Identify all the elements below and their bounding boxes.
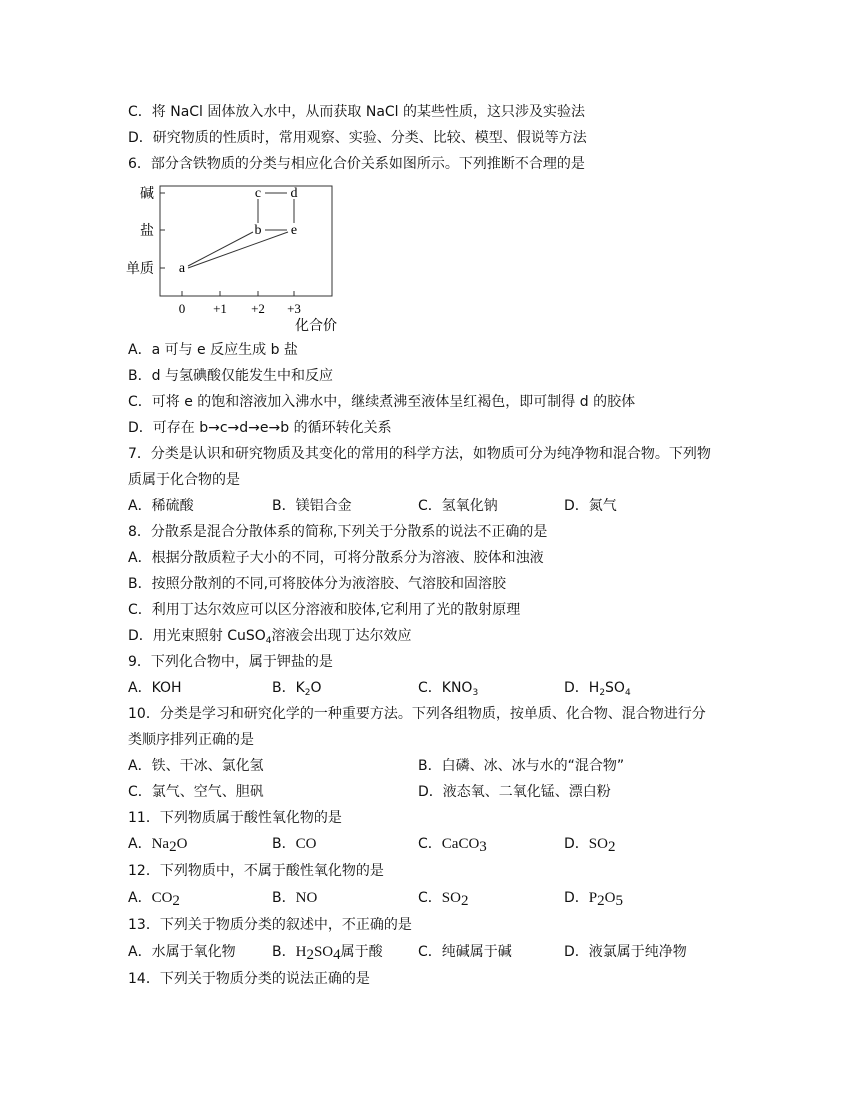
q9-option-d: D．$H_2SO_4$ [564, 680, 631, 698]
q6-option-a: A．a 可与 e 反应生成 b 盐 [128, 342, 298, 358]
q13-option-a: A．水属于氧化物 [128, 944, 236, 960]
q10-stem-line1: 10．分类是学习和研究化学的一种重要方法。下列各组物质，按单质、化合物、混合物进行分 [128, 706, 706, 722]
plot-frame [160, 186, 332, 296]
q9-option-c: C．$KNO_3$ [418, 680, 479, 698]
q13-stem: 13．下列关于物质分类的叙述中，不正确的是 [128, 917, 412, 933]
q12-option-b: B．NO [272, 890, 318, 906]
point-a: a [178, 261, 186, 276]
x-tick-label-2: +2 [251, 301, 265, 316]
line-a-b [188, 232, 253, 266]
point-d: d [290, 186, 298, 201]
q11-option-c: C．CaCO$_3$ [418, 836, 487, 855]
y-label-salt: 盐 [140, 224, 154, 239]
q8-option-c: C．利用丁达尔效应可以区分溶液和胶体,它利用了光的散射原理 [128, 602, 521, 618]
q11-option-b: B．CO [272, 836, 317, 852]
q6-stem: 6．部分含铁物质的分类与相应化合价关系如图所示。下列推断不合理的是 [128, 156, 585, 172]
q9-option-b: B．$K_2O$ [272, 680, 322, 698]
q8-option-d: D．用光束照射 CuSO$_4$溶液会出现丁达尔效应 [128, 628, 412, 646]
point-b: b [254, 223, 262, 238]
q11-option-d: D．$SO_2$ [564, 836, 616, 855]
point-e: e [290, 223, 298, 238]
q9-option-a: A．KOH [128, 680, 182, 696]
point-c: c [254, 186, 262, 201]
q12-option-d: D．$P_2O_5$ [564, 890, 623, 909]
q11-stem: 11．下列物质属于酸性氧化物的是 [128, 810, 342, 826]
q5-option-d: D．研究物质的性质时，常用观察、实验、分类、比较、模型、假说等方法 [128, 130, 587, 146]
q13-option-b: B．$H_2SO_4$属于酸 [272, 944, 383, 963]
q7-option-b: B．镁铝合金 [272, 498, 352, 514]
q12-option-a: A．$CO_2$ [128, 890, 180, 909]
q5-option-c: C．将 NaCl 固体放入水中，从而获取 NaCl 的某些性质，这只涉及实验法 [128, 104, 586, 120]
q10-option-d: D．液态氧、二氧化锰、漂白粉 [418, 784, 611, 800]
q6-option-d: D．可存在 b→c→d→e→b 的循环转化关系 [128, 420, 392, 436]
x-tick-label-0: 0 [178, 301, 186, 316]
y-label-base: 碱 [140, 187, 154, 202]
q7-stem-line1: 7．分类是认识和研究物质及其变化的常用的科学方法，如物质可分为纯净物和混合物。下列物 [128, 446, 711, 462]
q6-option-c: C．可将 e 的饱和溶液加入沸水中，继续煮沸至液体呈红褐色，即可制得 d 的胶体 [128, 394, 636, 410]
q13-option-c: C．纯碱属于碱 [418, 944, 512, 960]
q10-option-c: C．氯气、空气、胆矾 [128, 784, 264, 800]
q12-option-c: C．$SO_2$ [418, 890, 469, 909]
q13-option-d: D．液氯属于纯净物 [564, 944, 687, 960]
q10-stem-line2: 类顺序排列正确的是 [128, 732, 254, 748]
y-label-element: 单质 [126, 262, 154, 277]
q6-valence-classification-figure [120, 180, 350, 340]
q10-option-a: A．铁、干冰、氯化氢 [128, 758, 264, 774]
q9-stem: 9．下列化合物中，属于钾盐的是 [128, 654, 333, 670]
x-tick-label-1: +1 [213, 301, 227, 316]
q10-option-b: B．白磷、冰、冰与水的“混合物” [418, 758, 625, 774]
q12-stem: 12．下列物质中，不属于酸性氧化物的是 [128, 863, 384, 879]
q14-stem: 14．下列关于物质分类的说法正确的是 [128, 971, 370, 987]
q8-option-a: A．根据分散质粒子大小的不同，可将分散系分为溶液、胶体和浊液 [128, 550, 544, 566]
q11-option-a: A．$Na_2O$ [128, 836, 188, 855]
q7-option-d: D．氮气 [564, 498, 617, 514]
q8-option-b: B．按照分散剂的不同,可将胶体分为液溶胶、气溶胶和固溶胶 [128, 576, 507, 592]
q7-option-c: C．氢氧化钠 [418, 498, 498, 514]
q7-stem-line2: 质属于化合物的是 [128, 472, 240, 488]
line-a-e [188, 232, 288, 268]
q6-option-b: B．d 与氢碘酸仅能发生中和反应 [128, 368, 333, 384]
q7-option-a: A．稀硫酸 [128, 498, 194, 514]
x-axis-label: 化合价 [295, 319, 337, 334]
x-tick-label-3: +3 [287, 301, 301, 316]
q8-stem: 8．分散系是混合分散体系的简称,下列关于分散系的说法不正确的是 [128, 524, 548, 540]
